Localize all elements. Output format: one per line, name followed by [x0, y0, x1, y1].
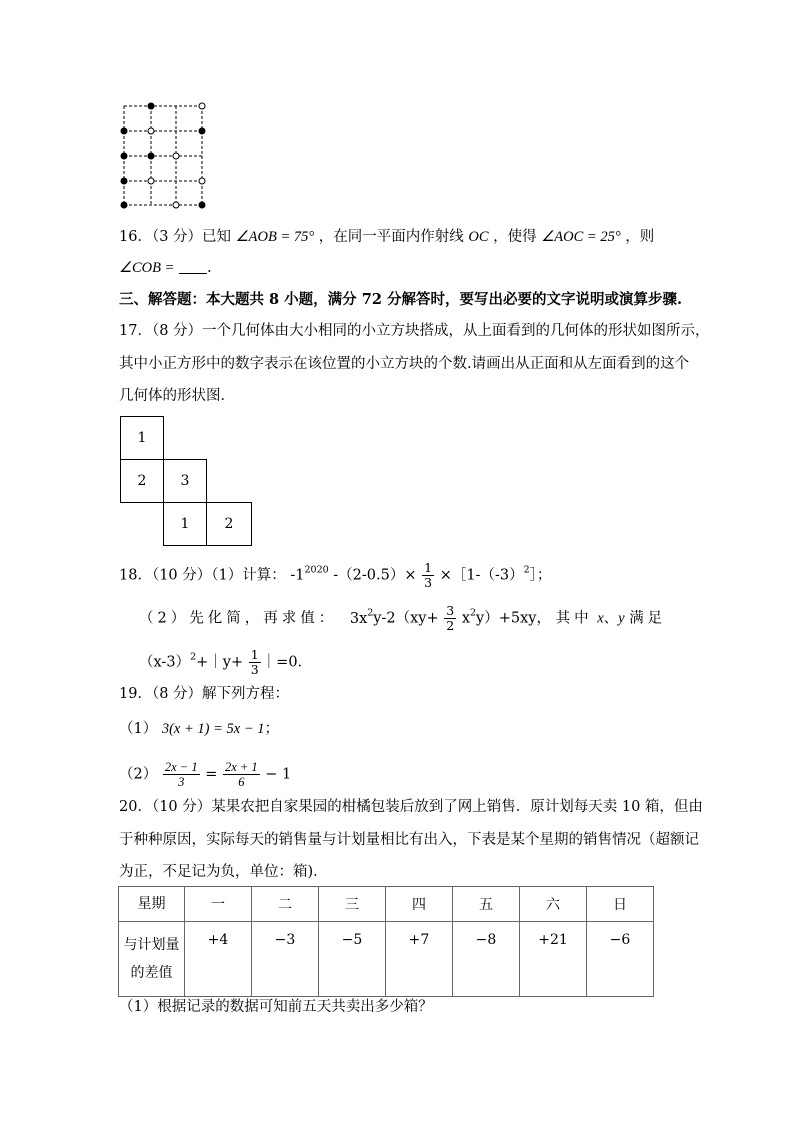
- table-header-cell: 六: [520, 887, 587, 922]
- angle-aoc: ∠AOC = 25°: [541, 229, 621, 245]
- ray-oc: OC: [468, 229, 489, 245]
- grid-dot-filled: [199, 128, 205, 134]
- fraction-left: $\frac{2x - 1}{3}$: [164, 760, 198, 789]
- answer-blank[interactable]: [179, 259, 207, 274]
- table-row-header: 与计划量 的差值: [119, 922, 185, 997]
- table-cell: +7: [386, 922, 453, 997]
- grid-dot-filled: [121, 202, 127, 208]
- table-header-cell: 二: [252, 887, 319, 922]
- grid-dot-open: [199, 103, 205, 109]
- q17-line3: 几何体的形状图．: [119, 388, 235, 404]
- grid-dot-filled: [148, 103, 154, 109]
- grid-dot-filled: [199, 202, 205, 208]
- q16-line1: 16．（3 分）已知 ∠AOB = 75° ，在同一平面内作射线 OC ，使得 ∠AOC = 25° ，则: [119, 229, 655, 245]
- angle-cob: ∠COB =: [119, 260, 175, 276]
- grid-dot-filled: [121, 128, 127, 134]
- q18-line1: 18．（10 分）（1）计算： $-1^{2020}$ -（2-0.5）× $\frac{1}{3}$ $\times[1-(-3)^2]$；: [119, 560, 552, 590]
- grid-dot-open: [148, 178, 154, 184]
- q19-eq1: （1） 3(x + 1) = 5x − 1；: [119, 721, 279, 737]
- fraction-one-third: $\frac{1}{3}$: [424, 560, 433, 590]
- q19-title: 19．（8 分）解下列方程：: [119, 686, 290, 702]
- table-row: [119, 887, 654, 922]
- table-cell: +21: [520, 922, 587, 997]
- grid-cell: 1: [163, 502, 207, 546]
- q19-eq2: （2） $\frac{2x - 1}{3}$ = $\frac{2x + 1}{6}$ − 1: [119, 760, 292, 789]
- grid-dot-filled: [148, 153, 154, 159]
- q16-line2: ∠COB = .: [119, 260, 212, 276]
- q17-line1: 17．（8 分）一个几何体由大小相同的小立方块搭成，从上面看到的几何体的形状如图所示，: [119, 323, 710, 339]
- table-header-cell: 三: [319, 887, 386, 922]
- q20-line2: 于种种原因，实际每天的销售量与计划量相比有出入，下表是某个星期的销售情况（超额记: [119, 832, 699, 848]
- dot-grid-figure: [118, 100, 214, 212]
- table-cell: −8: [453, 922, 520, 997]
- table-row: [119, 922, 654, 997]
- grid-cell: 1: [120, 416, 164, 460]
- table-header-cell: 星期: [119, 887, 185, 922]
- q20-line1: 20．（10 分）某果农把自家果园的柑橘包装后放到了网上销售．原计划每天卖 10 箱，但由: [119, 799, 703, 815]
- table-cell: +4: [185, 922, 252, 997]
- grid-dot-open: [173, 202, 179, 208]
- table-header-cell: 五: [453, 887, 520, 922]
- q18-line3: $(x-3)^2+|y+$ $\frac{1}{3}$ ｜=0．: [139, 647, 313, 677]
- sales-table: [118, 886, 654, 997]
- grid-dot-open: [173, 153, 179, 159]
- q20-line3: 为正，不足记为负，单位：箱)．: [119, 864, 328, 880]
- grid-cell: 3: [163, 459, 207, 503]
- table-header-cell: 四: [386, 887, 453, 922]
- q18-line2: （2）先化简，再求值： $3x^2y-2(xy+$ $\frac{3}{2}$ $x^2y)+5xy$， 其中 x、y 满足: [139, 603, 667, 633]
- grid-dot-open: [148, 128, 154, 134]
- grid-dot-filled: [121, 178, 127, 184]
- angle-aob: ∠AOB = 75°: [235, 229, 315, 245]
- grid-cell: 2: [120, 459, 164, 503]
- table-cell: −5: [319, 922, 386, 997]
- fraction-one-third-b: $\frac{1}{3}$: [250, 647, 259, 677]
- q17-line2: 其中小正方形中的数字表示在该位置的小立方块的个数.请画出从正面和从左面看到的这个: [119, 356, 690, 372]
- table-header-cell: 一: [185, 887, 252, 922]
- fraction-right: $\frac{2x + 1}{6}$: [224, 760, 258, 789]
- q20-sub1: （1）根据记录的数据可知前五天共卖出多少箱？: [119, 999, 433, 1015]
- table-header-cell: 日: [587, 887, 654, 922]
- grid-dot-open: [199, 178, 205, 184]
- fraction-three-halves: $\frac{3}{2}$: [446, 603, 455, 633]
- grid-cell: 2: [206, 502, 252, 546]
- grid-dot-filled: [121, 153, 127, 159]
- section3-title: 三、解答题：本大题共 8 小题，满分 72 分解答时，要写出必要的文字说明或演算步骤.: [119, 291, 683, 308]
- table-cell: −6: [587, 922, 654, 997]
- table-cell: −3: [252, 922, 319, 997]
